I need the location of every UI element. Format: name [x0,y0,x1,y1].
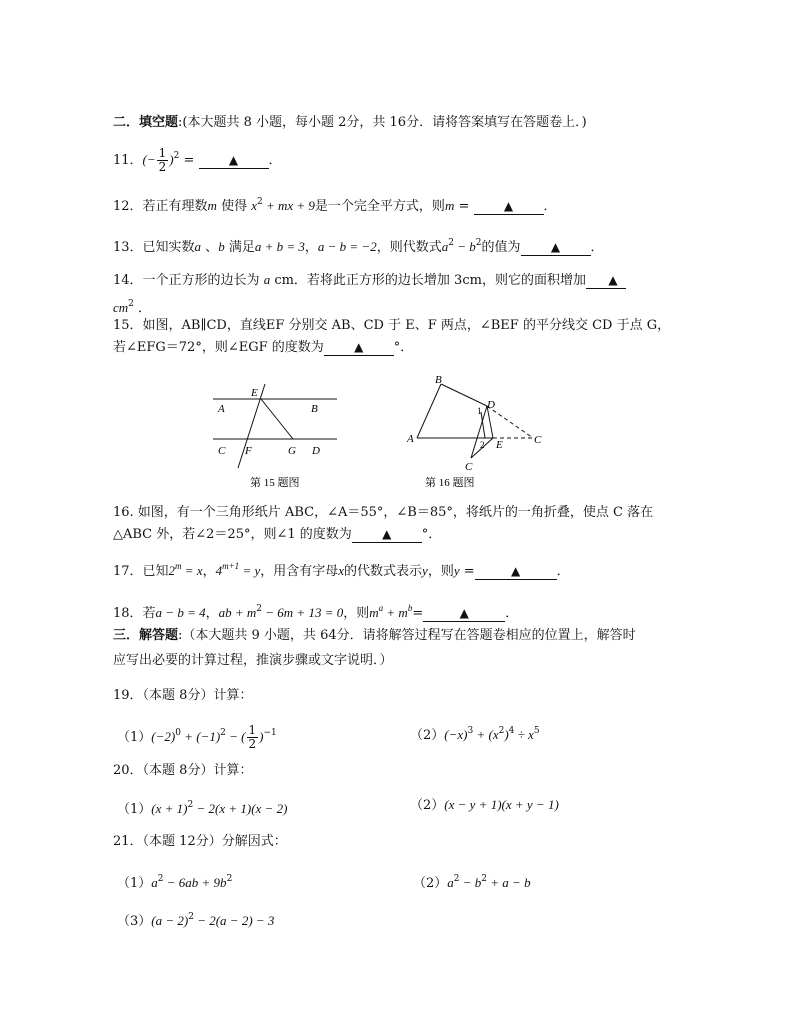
question-14-unit: $cm^2$ ． [113,299,152,316]
label-e: E [496,439,503,451]
section3-heading: 三．解答题 [113,628,179,643]
question-15-line2: 若∠EFG＝72°，则∠EGF 的度数为 ▲ °． [113,340,414,355]
figure-15-caption: 第 15 题图 [250,477,300,489]
label-d: D [312,445,320,457]
answer-blank-16[interactable] [352,527,422,543]
question-20-title: 20．（本题 8分）计算： [113,763,253,778]
triangle-mark-icon: ▲ [354,340,364,354]
question-16-line2: △ABC 外，若∠2＝25°，则∠1 的度数为 ▲ °． [113,527,442,542]
question-21-part2: $(2)a^2 - b^2 + a - b$ [413,874,531,891]
question-19-part1: $(1)(-2)^0 + (-1)^2$ − ( $\frac{1}{2}$ )$^{-1}$ [117,723,277,751]
triangle-mark-icon: ▲ [608,273,618,287]
answer-blank-12[interactable] [474,199,544,215]
label-a: A [218,403,225,415]
label-a: A [407,433,414,445]
question-21-part3: $(3)(a - 2)^2 - 2(a - 2) - 3$ [117,912,275,929]
side-bd [441,384,487,406]
triangle-mark-icon: ▲ [550,240,561,254]
question-11: 11．(− $\frac{1}{2}$ )$^2$ = ▲ ． [113,146,282,174]
triangle-mark-icon: ▲ [503,199,514,213]
question-20-part1: $(1)(x + 1)^2 - 2(x + 1)(x - 2)$ [117,800,288,817]
label-angle2: 2 [480,440,485,450]
label-g: G [288,445,296,457]
label-d: D [487,399,495,411]
label-angle1: 1 [477,406,482,416]
fraction: $\frac{1}{2}$ [248,723,257,751]
segment-eg [261,399,293,439]
section2-heading-line [113,113,587,133]
label-b: B [311,403,318,415]
section3-heading-line: 三．解答题:（本大题共 9 小题，共 64分．请将解答过程写在答题卷相应的位置上，解答时 [113,628,636,643]
figure-16 [403,372,563,492]
label-b: B [435,374,442,386]
figure-16-caption: 第 16 题图 [425,477,475,489]
question-15-line1: 15．如图，AB∥CD，直线EF 分别交 AB、CD 于 E、F 两点，∠BEF 的平分线交 CD 于点 G， [113,318,671,333]
section2-heading: 二．填空题 [113,115,179,130]
triangle-mark-icon: ▲ [459,606,469,620]
label-f: F [245,445,252,457]
section2-instructions: :(本大题共 8 小题，每小题 2分，共 16分．请将答案填写在答题卷上．) [178,115,587,130]
question-12: 12．若正有理数m 使得 $x^2$ + mx + 9是一个完全平方式，则m = ▲ ． [113,197,557,214]
label-e: E [251,387,258,399]
answer-blank-15[interactable] [324,340,394,356]
label-c: C [218,445,226,457]
question-20-part2: （2）(x − y + 1)(x + y − 1) [410,797,559,813]
section3-instructions-line2: 应写出必要的计算过程，推演步骤或文字说明．） [113,653,393,668]
question-14: 14．一个正方形的边长为 a cm．若将此正方形的边长增加 3cm，则它的面积增加 ▲ [113,270,626,291]
question-21-title: 21．（本题 12分）分解因式： [113,834,287,849]
question-18: 18．若a − b = 4，ab + $m^2 - 6m + 13 = 0$，则$m^a + m^b=$ ▲ ． [113,603,519,621]
answer-blank-11[interactable] [199,153,269,169]
question-16-line1: 16. 如图，有一个三角形纸片 ABC，∠A＝55°，∠B＝85°，将纸片的一角折叠，使点 C 落在 [113,505,654,520]
triangle-mark-icon: ▲ [228,153,239,167]
question-21-part1: $(1)a^2 - 6ab + 9b^2$ [117,874,233,891]
triangle-mark-icon: ▲ [511,564,521,578]
answer-blank-18[interactable] [423,606,505,622]
answer-blank-17[interactable] [475,564,557,580]
fraction: $\frac{1}{2}$ [158,146,167,174]
label-c: C [534,434,542,446]
question-17: 17．已知$2^m = x$，$4^{m+1} = y$，用含有字母x的代数式表示y，则y = ▲ ． [113,561,570,579]
figure-15 [205,372,355,492]
question-13: 13．已知实数a 、b 满足a + b = 3，a − b = −2，则代数式$a^2 - b^2$的值为 ▲ ． [113,238,604,255]
question-19-part2: $(2)(-x)^3 + (x^2)^4 \div x^5$ [410,726,540,743]
side-ba [417,384,441,438]
triangle-mark-icon: ▲ [382,527,392,541]
question-19-title: 19．（本题 8分）计算： [113,688,253,703]
answer-blank-13[interactable] [521,240,591,256]
answer-blank-14[interactable] [586,273,626,289]
label-c-folded: C [465,461,473,473]
